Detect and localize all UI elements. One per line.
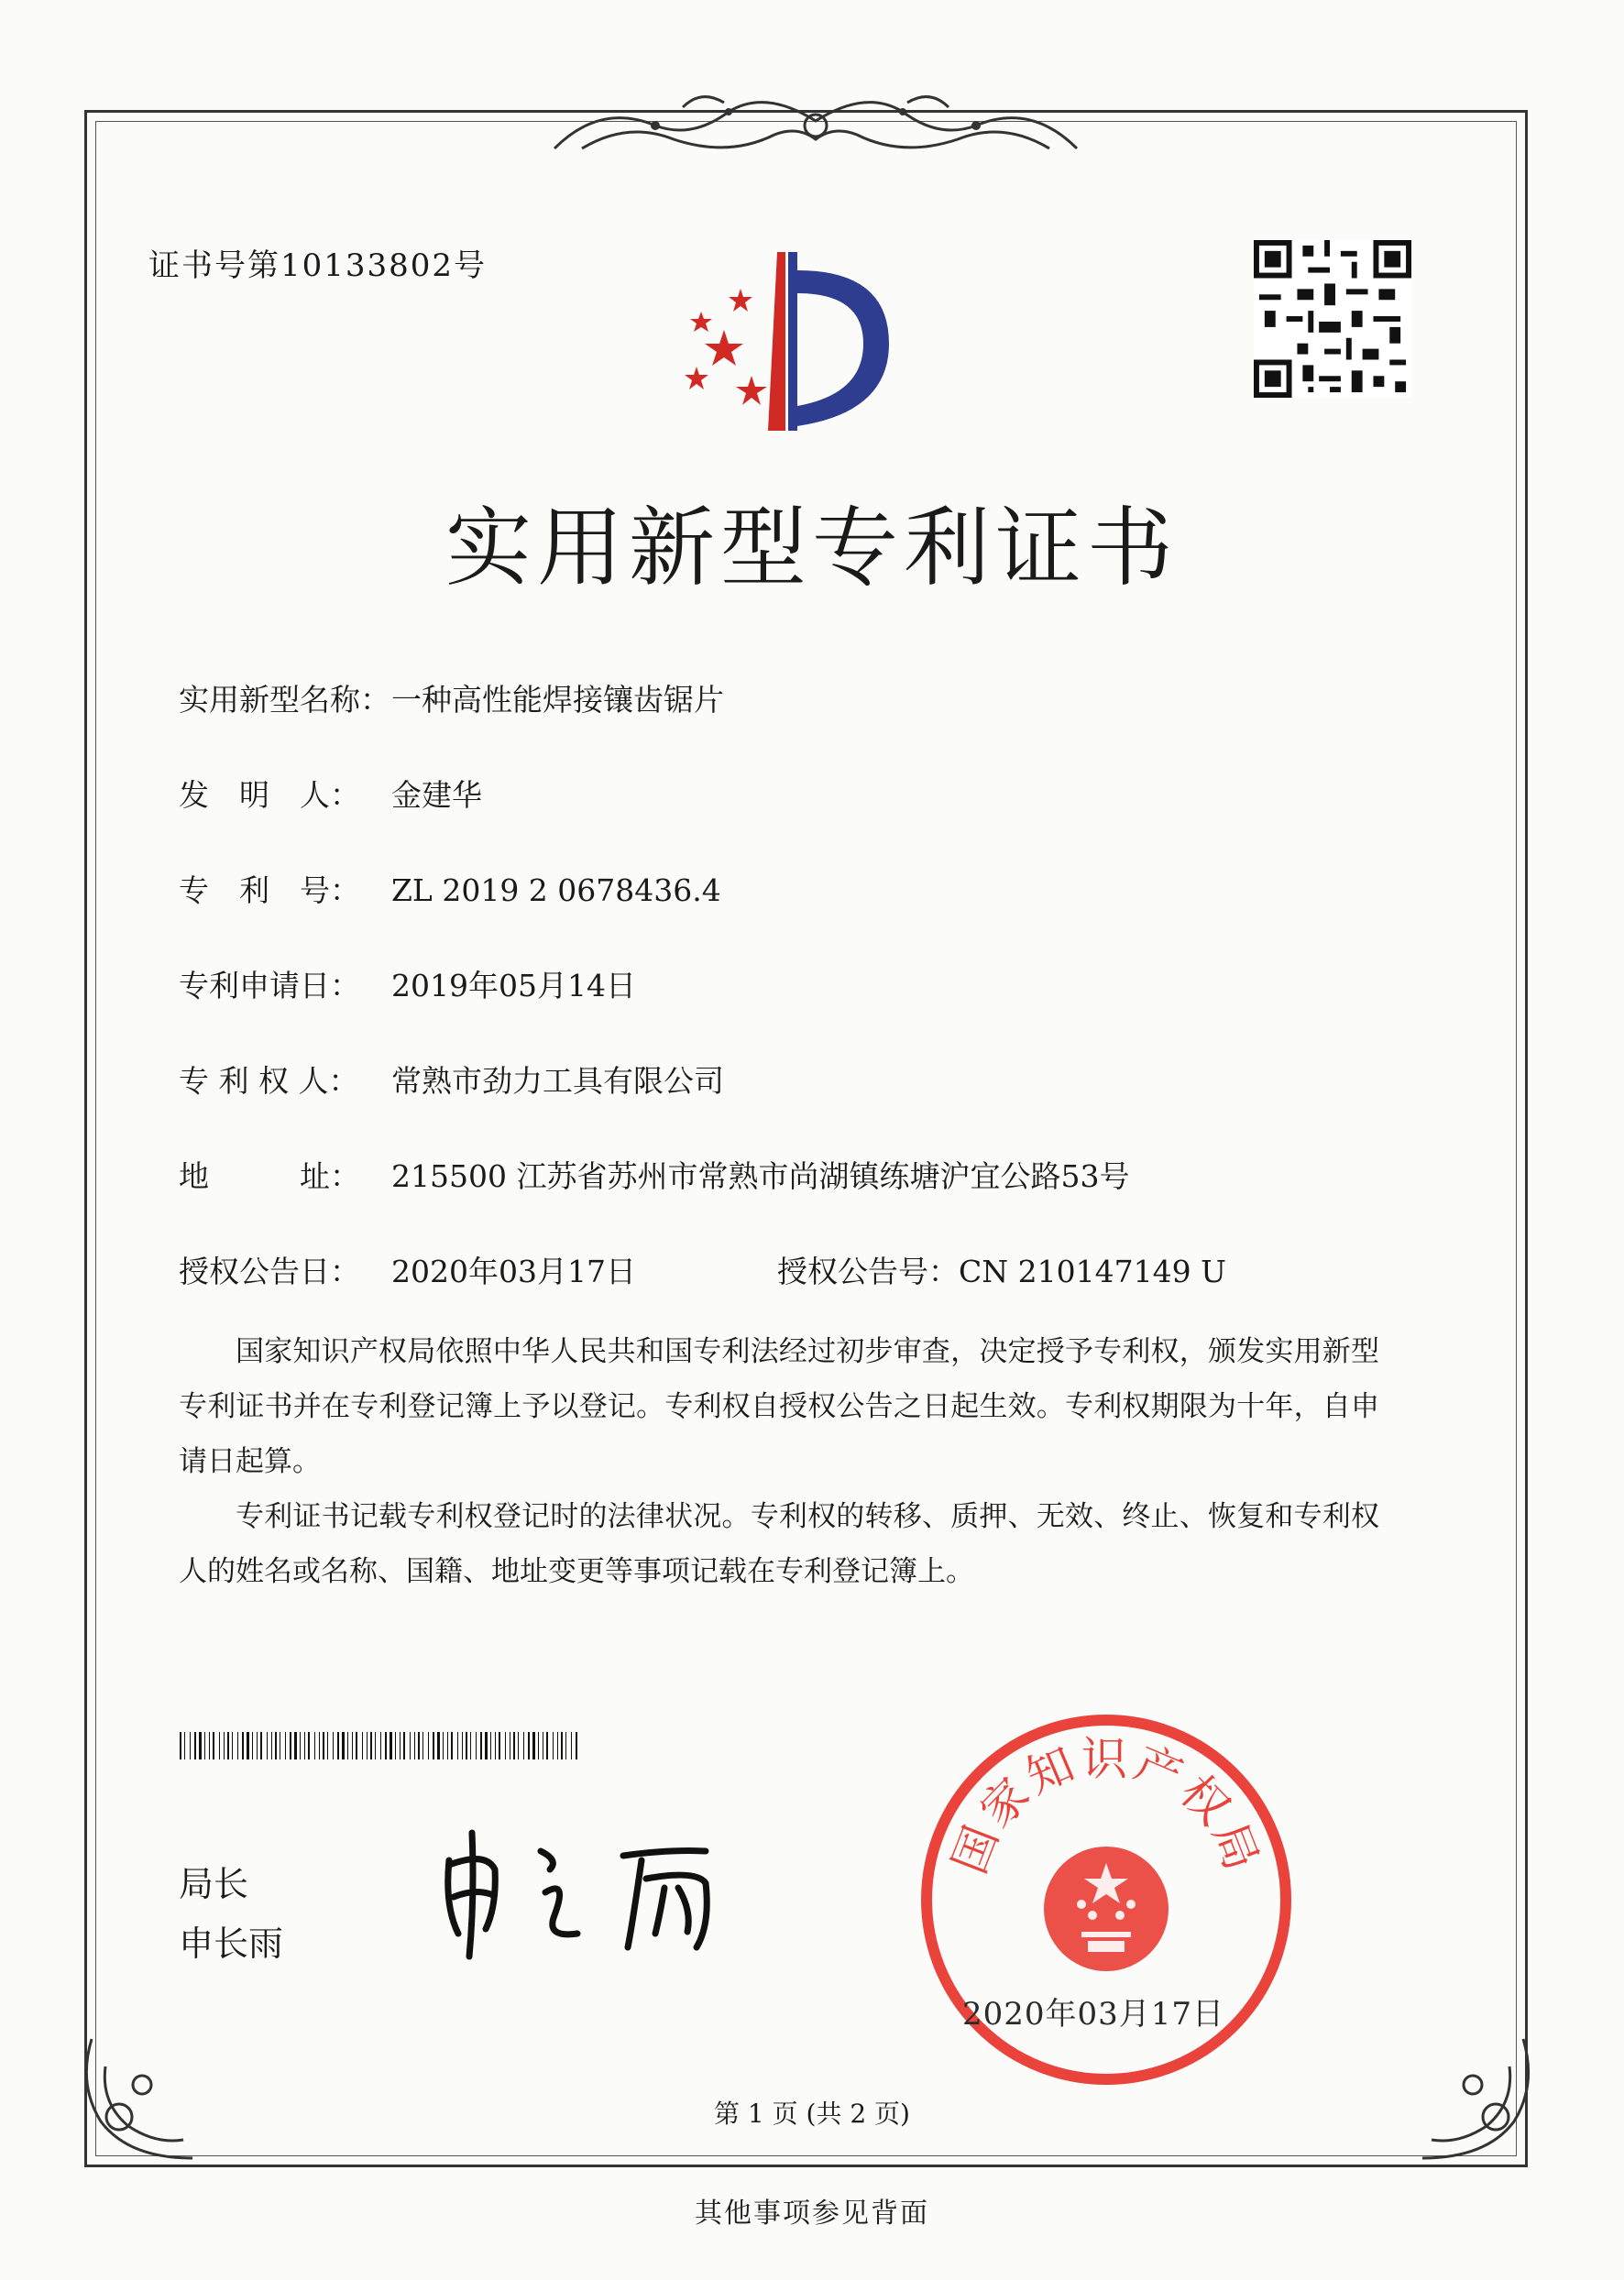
field-label: 专 利 权 人： — [179, 1063, 359, 1099]
qr-code[interactable] — [1254, 240, 1411, 398]
top-ornament — [545, 84, 1086, 167]
certificate-paragraph: 专利证书记载专利权登记时的法律状况。专利权的转移、质押、无效、终止、恢复和专利权人的姓名或名称、国籍、地址变更等事项记载在专利登记簿上。 — [179, 1500, 1379, 1588]
field-value: 常熟市劲力工具有限公司 — [391, 1063, 724, 1099]
field-value: 一种高性能焊接镶齿锯片 — [391, 682, 724, 718]
seal-date: 2020年03月17日 — [962, 1996, 1225, 2033]
field-patent-number — [179, 867, 721, 910]
field-grant-date — [179, 1248, 636, 1291]
field-value: ZL 2019 2 0678436.4 — [391, 872, 721, 908]
signatory-name: 申长雨 — [179, 1924, 284, 1964]
barcode — [180, 1732, 583, 1759]
field-label: 地 址： — [179, 1158, 360, 1194]
field-label: 发 明 人： — [179, 777, 360, 813]
field-label: 实用新型名称： — [179, 682, 390, 718]
field-label: 授权公告日： — [179, 1254, 360, 1289]
field-inventor — [179, 772, 482, 815]
field-patentee — [179, 1058, 724, 1101]
certificate-paragraph: 国家知识产权局依照中华人民共和国专利法经过初步审查，决定授予专利权，颁发实用新型专利证书并在专利登记簿上予以登记。专利权自授权公告之日起生效。专利权期限为十年，自申请日起算。 — [179, 1335, 1379, 1478]
field-value: 215500 江苏省苏州市常熟市尚湖镇练塘沪宜公路53号 — [391, 1158, 1130, 1194]
field-label: 专 利 号： — [179, 872, 360, 908]
seal-text: 国家知识产权局 — [942, 1732, 1270, 1881]
field-address — [179, 1153, 1129, 1196]
certificate-title: 实用新型专利证书 — [444, 499, 1179, 598]
field-model-name — [179, 676, 724, 719]
field-announcement-number — [777, 1248, 1226, 1291]
field-label: 授权公告号： — [777, 1254, 959, 1289]
patent-office-logo — [660, 243, 907, 440]
field-value: 金建华 — [391, 777, 482, 813]
certificate-number: 证书号第10133802号 — [148, 247, 488, 284]
field-label: 专利申请日： — [179, 968, 360, 1003]
field-application-date — [179, 962, 636, 1005]
field-value: CN 210147149 U — [959, 1254, 1226, 1289]
field-value: 2019年05月14日 — [391, 968, 636, 1003]
field-value: 2020年03月17日 — [391, 1254, 636, 1289]
footer-note: 其他事项参见背面 — [695, 2198, 929, 2230]
handwritten-signature — [431, 1824, 797, 1961]
signatory-title: 局长 — [179, 1864, 249, 1904]
page-number: 第 1 页 (共 2 页) — [714, 2099, 910, 2129]
